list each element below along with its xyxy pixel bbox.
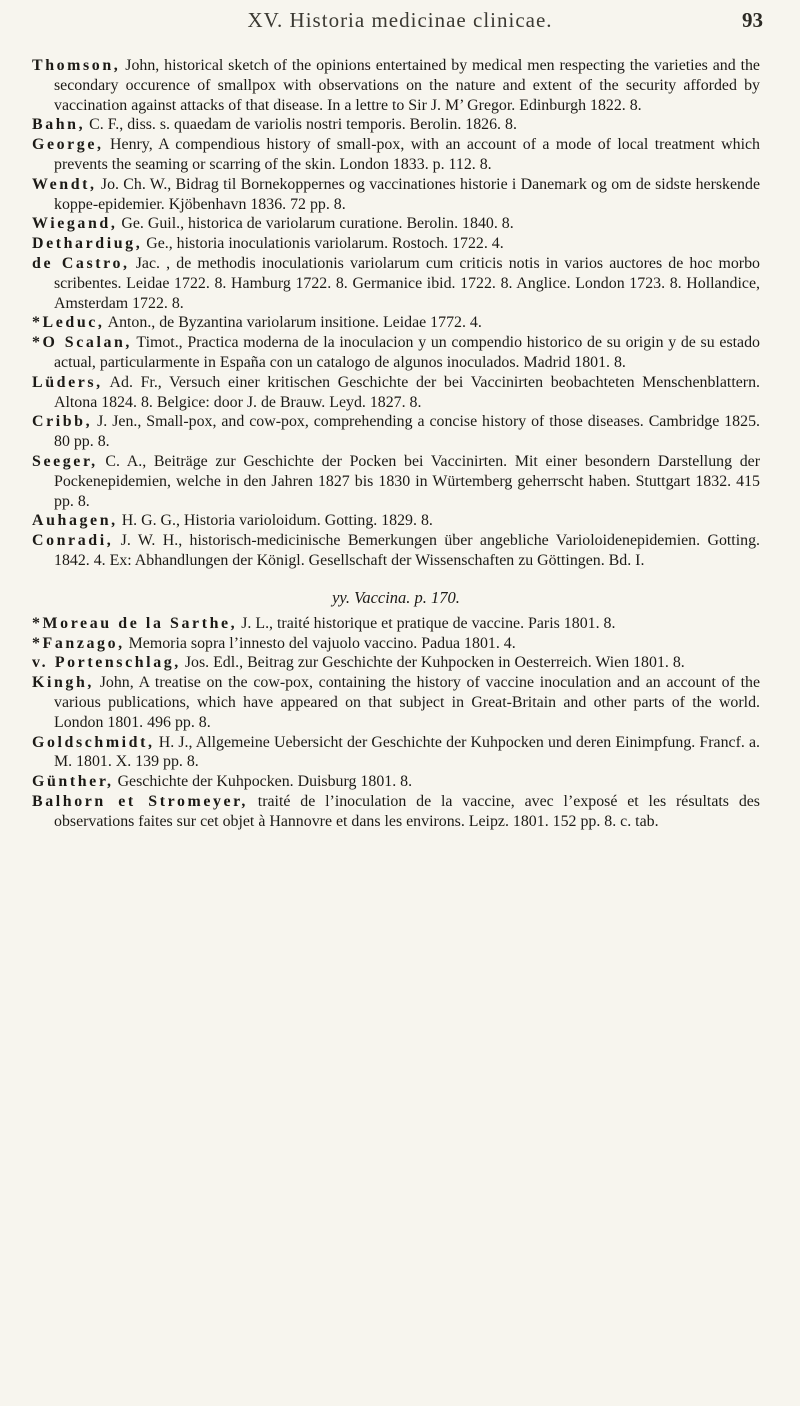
bib-entry [32, 115, 760, 135]
entry-list-2 [32, 614, 760, 832]
entry-author: Auhagen, [32, 512, 118, 530]
entry-text: Ge., historia inoculationis variolarum. Rostoch. 1722. 4. [142, 235, 504, 253]
entry-text: Ad. Fr., Versuch einer kritischen Geschichte der bei Vaccinirten beobachteten Menschenblattern. Altona 1824. 8. Belgice: door J. de Brauw. Leyd. 1827. 8. [54, 373, 760, 411]
page-number: 93 [742, 8, 763, 32]
entry-author: George, [32, 136, 104, 154]
bib-entry [32, 673, 760, 732]
entry-author: Wiegand, [32, 215, 118, 233]
entry-text: Jac. , de methodis inoculationis variolarum cum criticis notis in varios auctores de hoc morbo scribentes. Leidae 1722. 8. Hamburg 1722. 8. Germanice ibid. 1722. 8. Anglice. London 1723. 8. Hollandice, Amsterdam 1722. 8. [54, 254, 760, 312]
bib-entry [32, 135, 760, 175]
entry-author: Dethardiug, [32, 235, 143, 253]
entry-author: Wendt, [32, 175, 97, 193]
bib-entry [32, 254, 760, 313]
entry-author: Seeger, [32, 452, 98, 470]
page-header [0, 8, 800, 34]
entry-text: C. A., Beiträge zur Geschichte der Pocken bei Vaccinirten. Mit einer besondern Darstellung der Pockenepidemien, welche in den Jahren 1827 bis 1830 in Würtemberg geherrscht haben. Stuttgart 1832. 415 pp. 8. [54, 452, 760, 510]
bib-entry [32, 531, 760, 571]
entry-text: Jo. Ch. W., Bidrag til Bornekoppernes og vaccinationes historie i Danemark og om de sidste herskende koppe-epidemier. Kjöbenhavn 1836. 72 pp. 8. [54, 175, 760, 213]
entry-text: Ge. Guil., historica de variolarum curatione. Berolin. 1840. 8. [117, 215, 514, 233]
entry-text: Jos. Edl., Beitrag zur Geschichte der Kuhpocken in Oesterreich. Wien 1801. 8. [180, 654, 685, 672]
entry-author: Cribb, [32, 413, 93, 431]
entry-author: Thomson, [32, 57, 121, 74]
entry-author: Conradi, [32, 532, 114, 550]
bibliography-body [32, 56, 760, 831]
section-heading: yy. Vaccina. p. 170. [332, 587, 460, 607]
bib-entry [32, 175, 760, 215]
entry-text: Memoria sopra l’innesto del vajuolo vaccino. Padua 1801. 4. [124, 634, 516, 652]
entry-text: John, A treatise on the cow-pox, containing the history of vaccine inoculation and an account of the various publications, which have appeared on that subject in Great-Britain and other parts of the world. London 1801. 496 pp. 8. [54, 674, 760, 731]
entry-text: J. L., traité historique et pratique de vaccine. Paris 1801. 8. [237, 614, 616, 632]
bib-entry [32, 772, 760, 792]
entry-text: C. F., diss. s. quaedam de variolis nostri temporis. Berolin. 1826. 8. [85, 116, 517, 134]
bib-entry [32, 373, 760, 413]
entry-author: *Fanzago, [32, 634, 125, 652]
bib-entry [32, 214, 760, 234]
entry-author: Balhorn et Stromeyer, [32, 792, 248, 810]
entry-author: *Leduc, [32, 314, 105, 332]
entry-author: Lüders, [32, 373, 103, 391]
bib-entry [32, 234, 760, 254]
entry-text: J. Jen., Small-pox, and cow-pox, comprehending a concise history of those diseases. Cambridge 1825. 80 pp. 8. [54, 413, 760, 451]
entry-text: H. G. G., Historia varioloidum. Gotting. 1829. 8. [117, 512, 433, 530]
entry-author: Bahn, [32, 116, 86, 134]
entry-author: Kingh, [32, 674, 94, 692]
entry-author: de Castro, [32, 254, 130, 272]
bib-entry [32, 733, 760, 773]
entry-text: Timot., Practica moderna de la inoculacion y un compendio historico de su origin y de su estado actual, particularmente in España con un catalogo de algunos inoculados. Madrid 1801. 8. [54, 334, 760, 371]
bib-entry [32, 511, 760, 531]
entry-text: John, historical sketch of the opinions entertained by medical men respecting the varieties and the secondary occurence of smallpox with observations on the nature and extent of the security afforded by vaccination against attacks of that disease. In a lettre to Sir J. M’ Gregor. Edinburgh 1822. 8. [54, 57, 760, 114]
bib-entry [32, 412, 760, 452]
entry-text: traité de l’inoculation de la vaccine, avec l’exposé et les résultats des observations faites sur cet objet à Hannovre et dans les environs. Leipz. 1801. 152 pp. 8. c. tab. [54, 792, 760, 830]
entry-author: *O Scalan, [32, 334, 133, 352]
bib-entry [32, 792, 760, 832]
entry-author: Goldschmidt, [32, 733, 155, 751]
bib-entry [32, 634, 760, 654]
bib-entry [32, 333, 760, 373]
entry-text: Geschichte der Kuhpocken. Duisburg 1801. 8. [113, 773, 413, 791]
bib-entry [32, 56, 760, 115]
entry-author: Günther, [32, 773, 114, 791]
entry-list-1 [32, 56, 760, 571]
entry-text: J. W. H., historisch-medicinische Bemerkungen über angebliche Varioloidenepidemien. Gotting. 1842. 4. Ex: Abhandlungen der Königl. Gesellschaft der Wissenschaften zu Göttingen. Bd. I. [54, 532, 760, 569]
bib-entry [32, 452, 760, 511]
entry-author: v. Portenschlag, [32, 654, 181, 672]
entry-text: Henry, A compendious history of small-pox, with an account of a mode of local treatment which prevents the seaming or scarring of the skin. London 1833. p. 112. 8. [54, 136, 760, 173]
entry-text: Anton., de Byzantina variolarum insitione. Leidae 1772. 4. [104, 314, 482, 332]
running-title: XV. Historia medicinae clinicae. [247, 8, 553, 32]
bib-entry [32, 313, 760, 333]
bib-entry [32, 653, 760, 673]
entry-text: H. J., Allgemeine Uebersicht der Geschichte der Kuhpocken und deren Einimpfung. Francf. a. M. 1801. X. 139 pp. 8. [54, 733, 760, 771]
entry-author: *Moreau de la Sarthe, [32, 614, 238, 632]
bib-entry [32, 614, 760, 634]
